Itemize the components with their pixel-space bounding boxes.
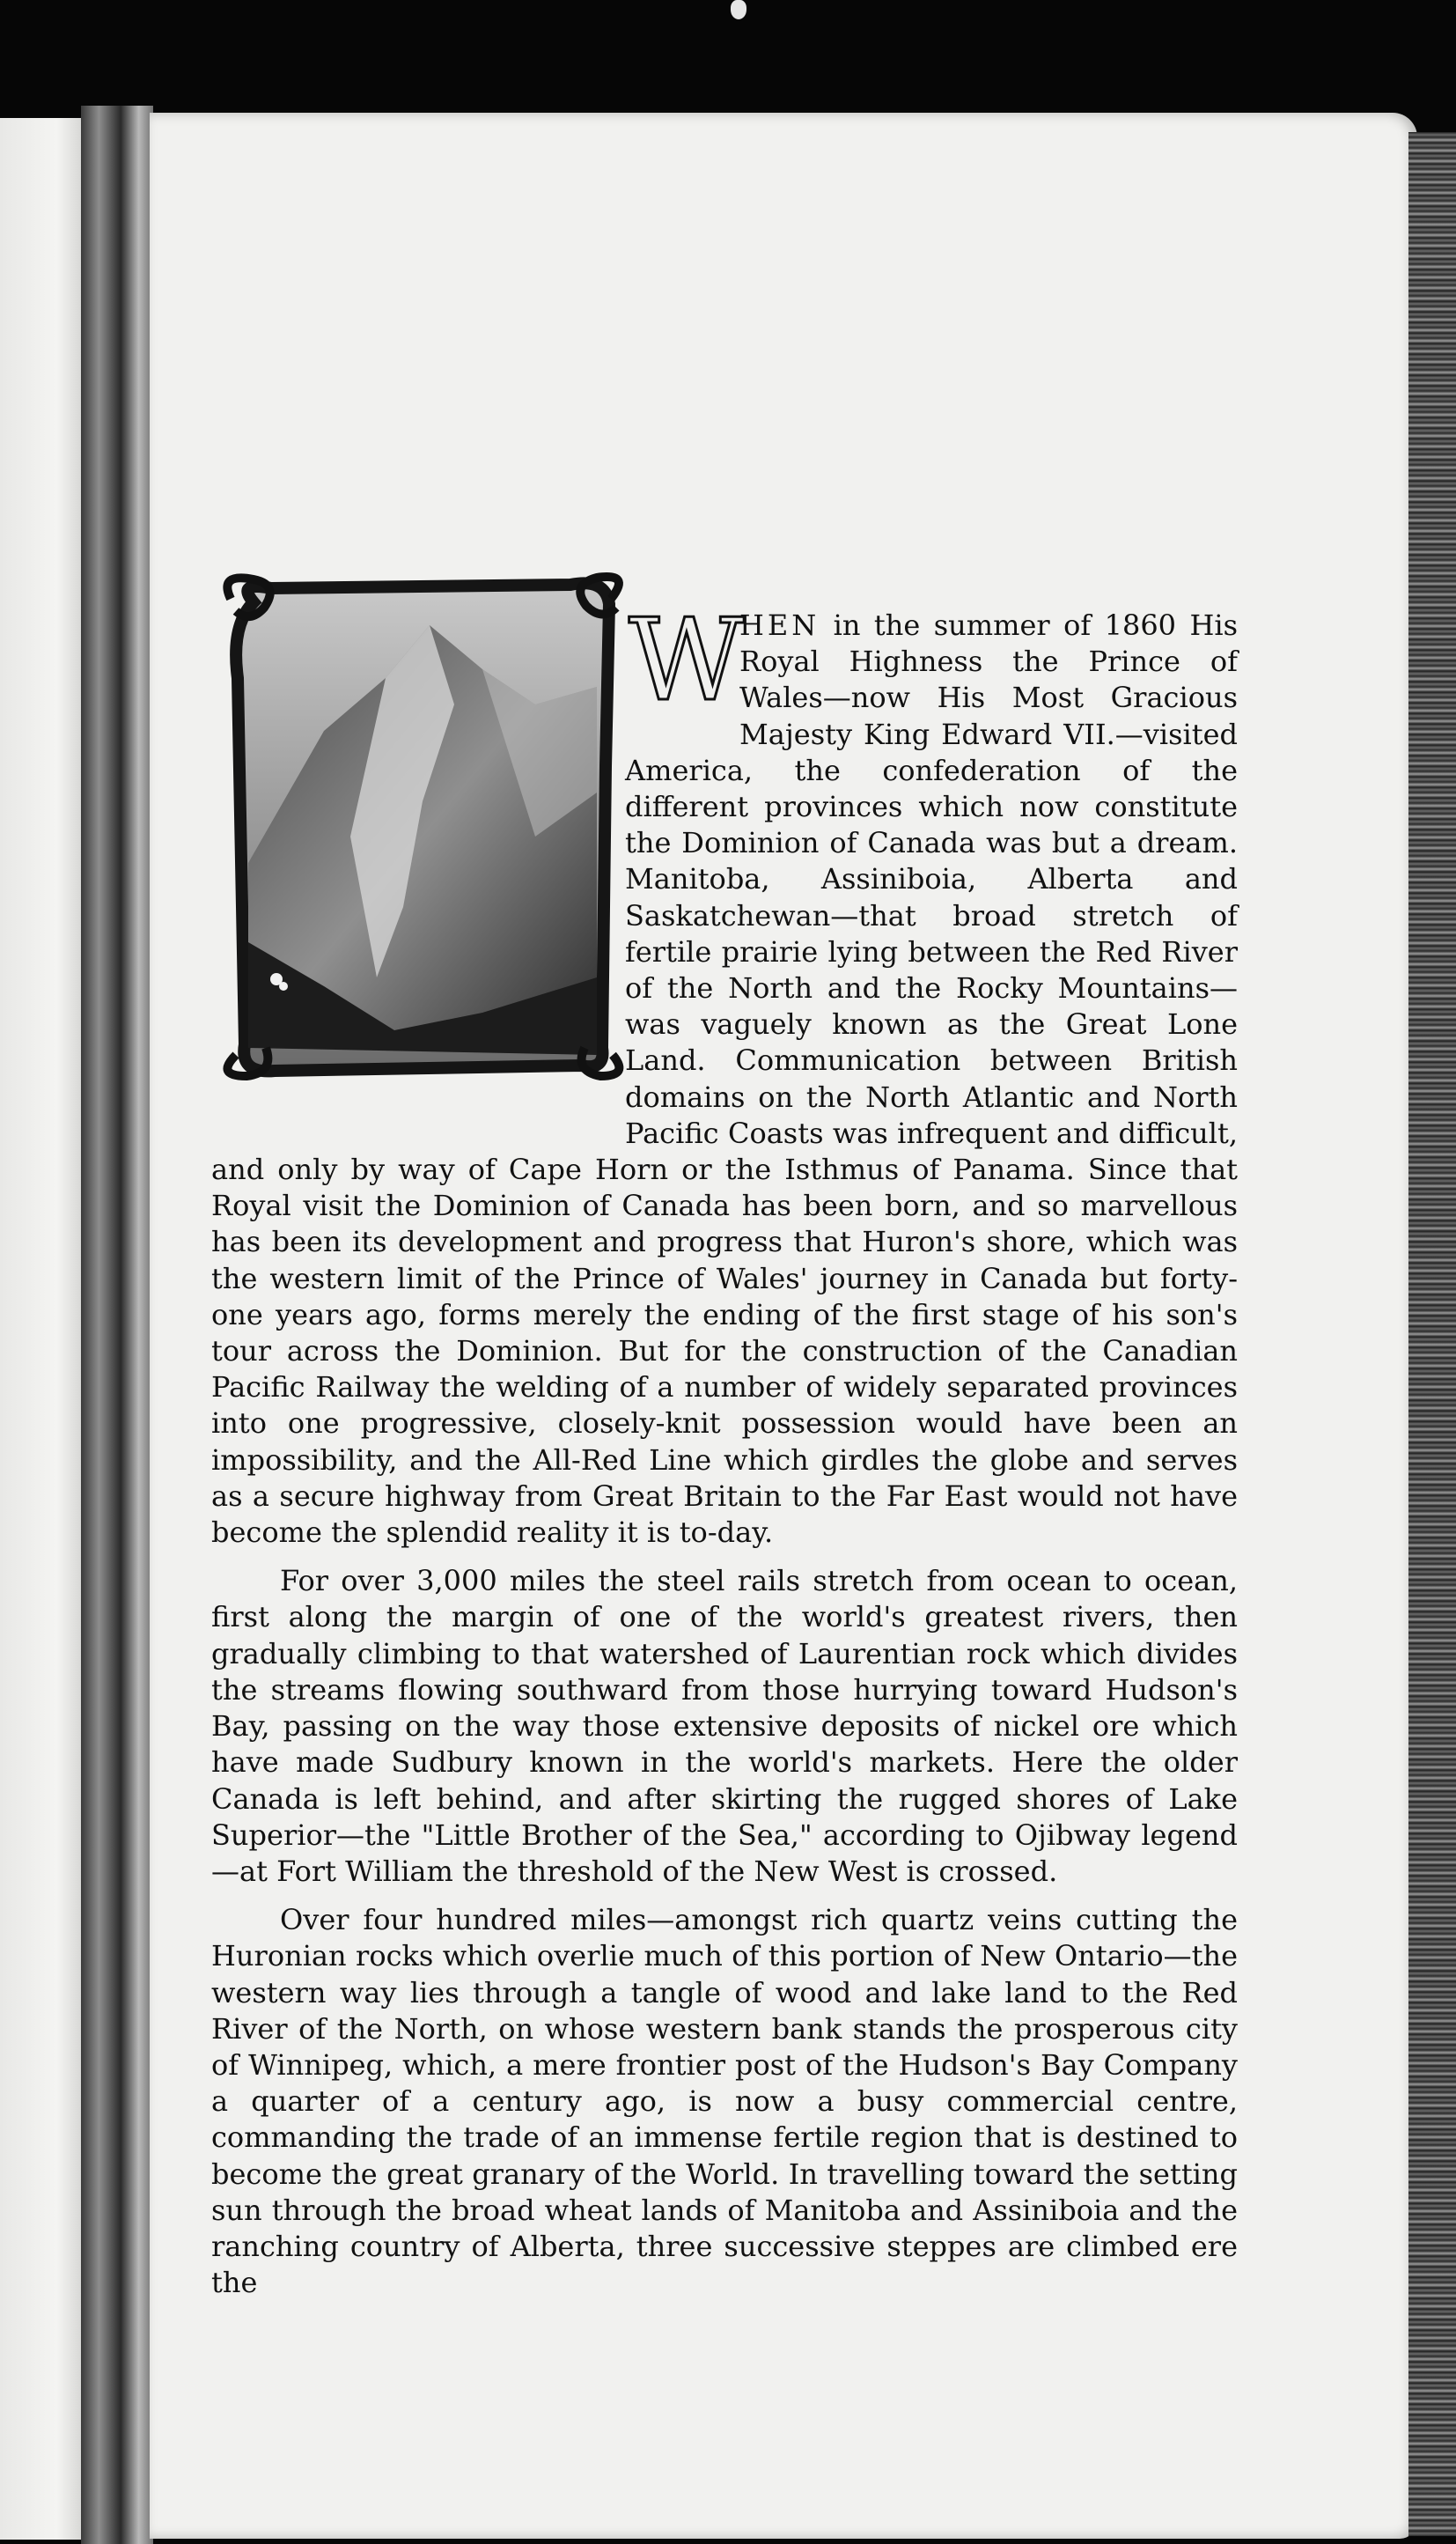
page-edge <box>1408 132 1456 2536</box>
book-gutter <box>81 106 153 2544</box>
drop-cap-letter: W <box>629 595 745 726</box>
left-page-edge <box>0 118 81 2540</box>
article-text <box>211 595 1239 2301</box>
paragraph-3: Over four hundred miles—amongst rich quartz veins cutting the Huronian rocks which overlie much of this portion of New Ontario—the western way lies through a tangle of wood and lake land to the Red River of the North, on whose western bank stands the prosperous city of Winnipeg, which, a mere frontier post of the Hudson's Bay Company a quarter of a century ago, is now a busy commercial centre, commanding the trade of an immense fertile region that is destined to become the great granary of the World. In travelling toward the setting sun through the broad wheat lands of Manitoba and Assiniboia and the ranching country of Alberta, three successive steppes are climbed ere the <box>211 1903 1238 2300</box>
illustration-spacer <box>211 608 625 1147</box>
paragraph-1-text: in the summer of 1860 His Royal Highness the Prince of Wales—now His Most Gracious Majesty King Edward VII.—visited America, the confederation of the different provinces which now constitute the Dominion of Canada was but a dream. Manitoba, Assiniboia, Alberta and Saskatchewan—that broad stretch of fertile prairie lying between the Red River of the North and the Rocky Mountains—was vaguely known as the Great Lone Land. Communication between British domains on the North Atlantic and North Pacific Coasts was infrequent and difficult, and only by way of Cape Horn or the Isthmus of Panama. Since that Royal visit the Dominion of Canada has been born, and so marvellous has been its development and progress that Huron's shore, which was the western limit of the Prince of Wales' journey in Canada but forty-one years ago, forms merely the ending of the first stage of his son's tour across the Dominion. But for the construction of the Canadian Pacific Railway the welding of a number of widely separated provinces into one progressive, closely-knit possession would have been an impossibility, and the All-Red Line which girdles the globe and serves as a secure highway from Great Britain to the Far East would not have become the splendid reality it is to-day. <box>211 608 1239 1550</box>
drop-cap-w <box>625 595 745 726</box>
paragraph-2: For over 3,000 miles the steel rails stretch from ocean to ocean, first along the margin of one of the world's greatest rivers, then gradually climbing to that watershed of Laurentian rock which divides the streams flowing southward from those hurrying toward Hudson's Bay, passing on the way those extensive deposits of nickel ore which have made Sudbury known in the world's markets. Here the older Canada is left behind, and after skirting the rugged shores of Lake Superior—the "Little Brother of the Sea," according to Ojibway legend—at Fort William the threshold of the New West is crossed. <box>211 1564 1238 1888</box>
lead-in-word: HEN <box>739 608 820 642</box>
scan-mark <box>731 0 746 19</box>
